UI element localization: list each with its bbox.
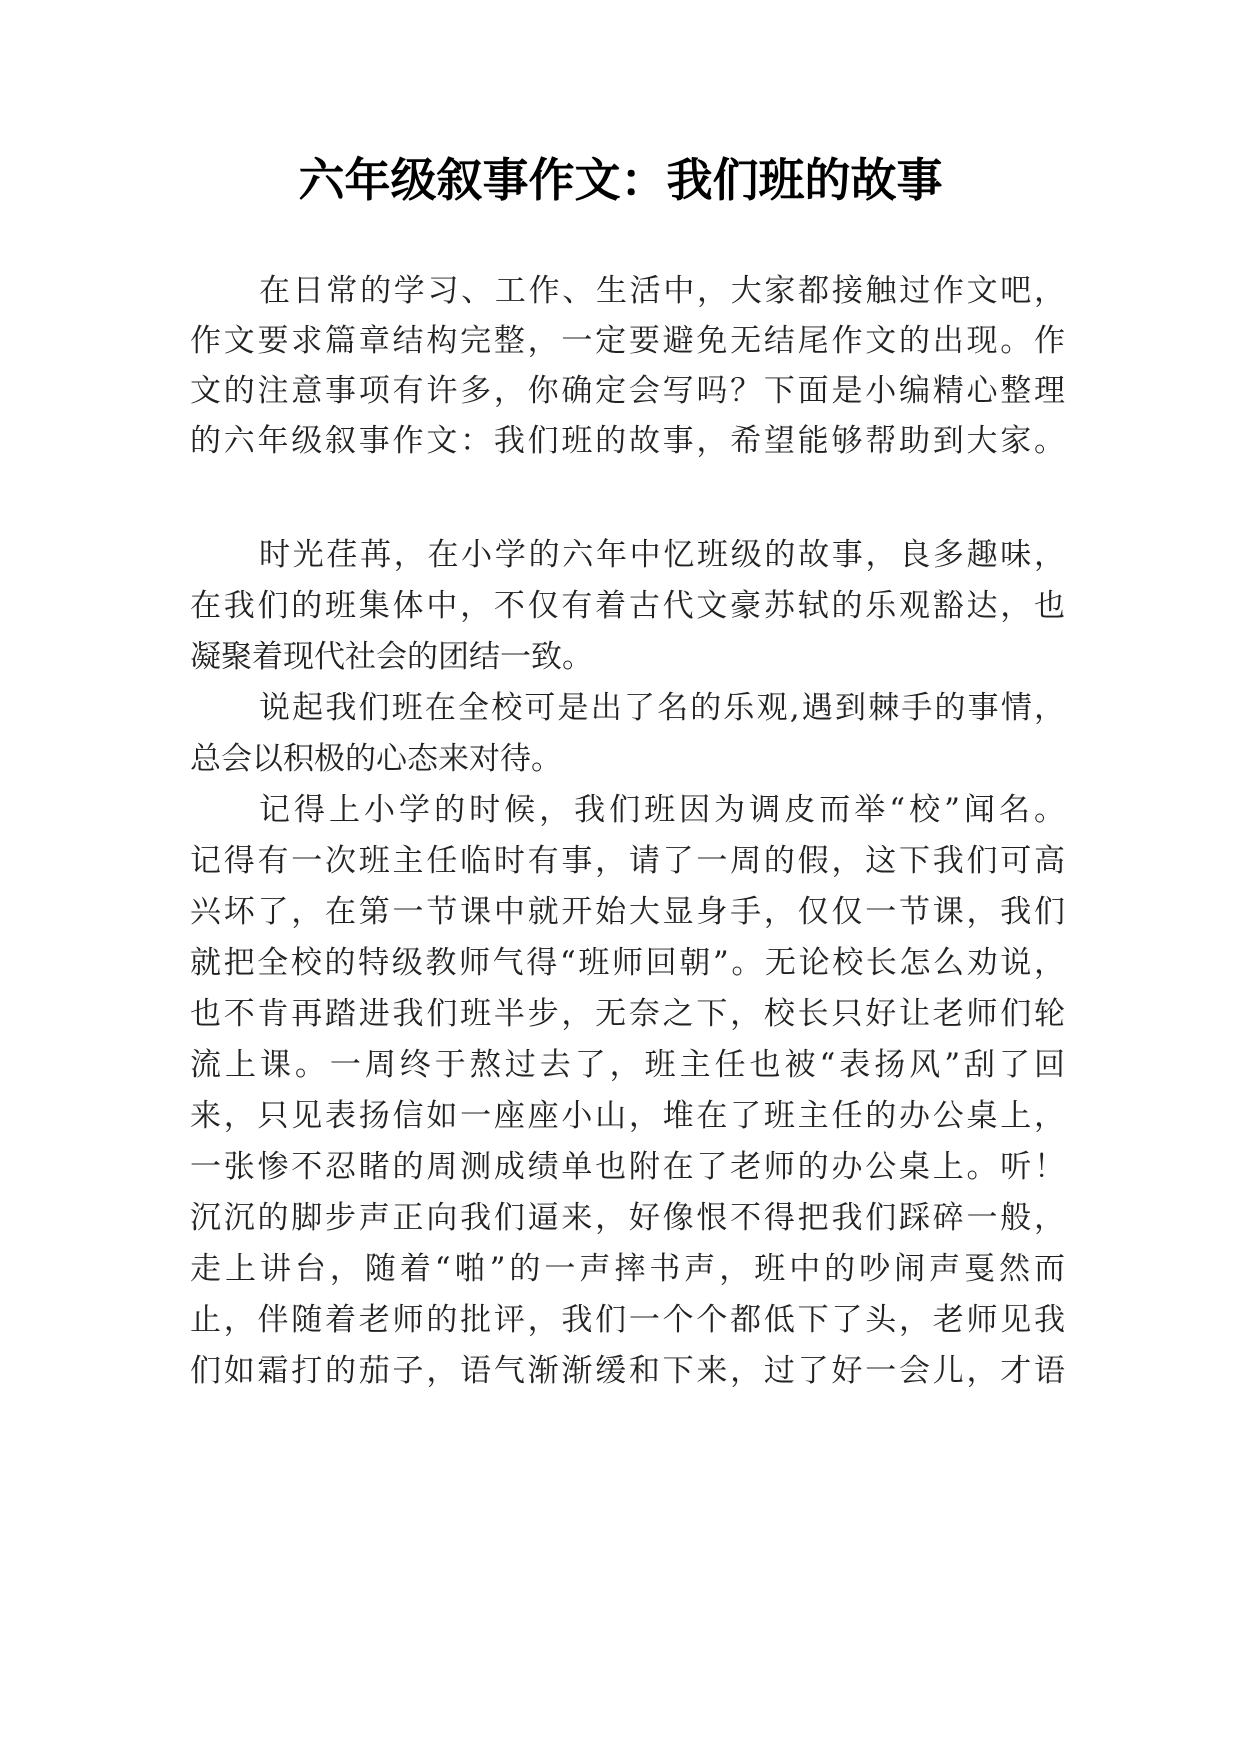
paragraph-line: 文的注意事项有许多，你确定会写吗？下面是小编精心整理 xyxy=(190,373,1065,409)
paragraph-line: 来，只见表扬信如一座座小山，堆在了班主任的办公桌上， xyxy=(190,1098,1065,1134)
paragraph-line: 的六年级叙事作文：我们班的故事，希望能够帮助到大家。 xyxy=(190,423,1065,459)
paragraph-line: 走上讲台，随着“啪”的一声摔书声，班中的吵闹声戛然而 xyxy=(190,1251,1065,1287)
paragraph-line: 总会以积极的心态来对待。 xyxy=(190,741,562,777)
paragraph-line: 在我们的班集体中，不仅有着古代文豪苏轼的乐观豁达，也 xyxy=(190,588,1065,624)
paragraph-line: 也不肯再踏进我们班半步，无奈之下，校长只好让老师们轮 xyxy=(190,996,1065,1032)
paragraph-line: 说起我们班在全校可是出了名的乐观,遇到棘手的事情， xyxy=(259,690,1065,726)
paragraph-line: 在日常的学习、工作、生活中，大家都接触过作文吧， xyxy=(259,273,1065,309)
paragraph-line: 兴坏了，在第一节课中就开始大显身手，仅仅一节课，我们 xyxy=(190,894,1065,930)
paragraph-line: 流上课。一周终于熬过去了，班主任也被“表扬风”刮了回 xyxy=(190,1047,1065,1083)
paragraph-line: 就把全校的特级教师气得“班师回朝”。无论校长怎么劝说， xyxy=(190,945,1065,981)
document-title: 六年级叙事作文：我们班的故事 xyxy=(298,153,943,207)
paragraph-line: 凝聚着现代社会的团结一致。 xyxy=(190,639,593,675)
paragraph-line: 作文要求篇章结构完整，一定要避免无结尾作文的出现。作 xyxy=(190,323,1065,359)
paragraph-line: 们如霜打的茄子，语气渐渐缓和下来，过了好一会儿，才语 xyxy=(190,1353,1065,1389)
paragraph-line: 沉沉的脚步声正向我们逼来，好像恨不得把我们踩碎一般， xyxy=(190,1200,1065,1236)
paragraph-line: 记得有一次班主任临时有事，请了一周的假，这下我们可高 xyxy=(190,843,1065,879)
paragraph-line: 记得上小学的时候，我们班因为调皮而举“校”闻名。 xyxy=(259,792,1065,828)
paragraph-line: 一张惨不忍睹的周测成绩单也附在了老师的办公桌上。听！ xyxy=(190,1149,1065,1185)
paragraph-line: 时光荏苒，在小学的六年中忆班级的故事，良多趣味， xyxy=(259,537,1065,573)
paragraph-line: 止，伴随着老师的批评，我们一个个都低下了头，老师见我 xyxy=(190,1302,1065,1338)
